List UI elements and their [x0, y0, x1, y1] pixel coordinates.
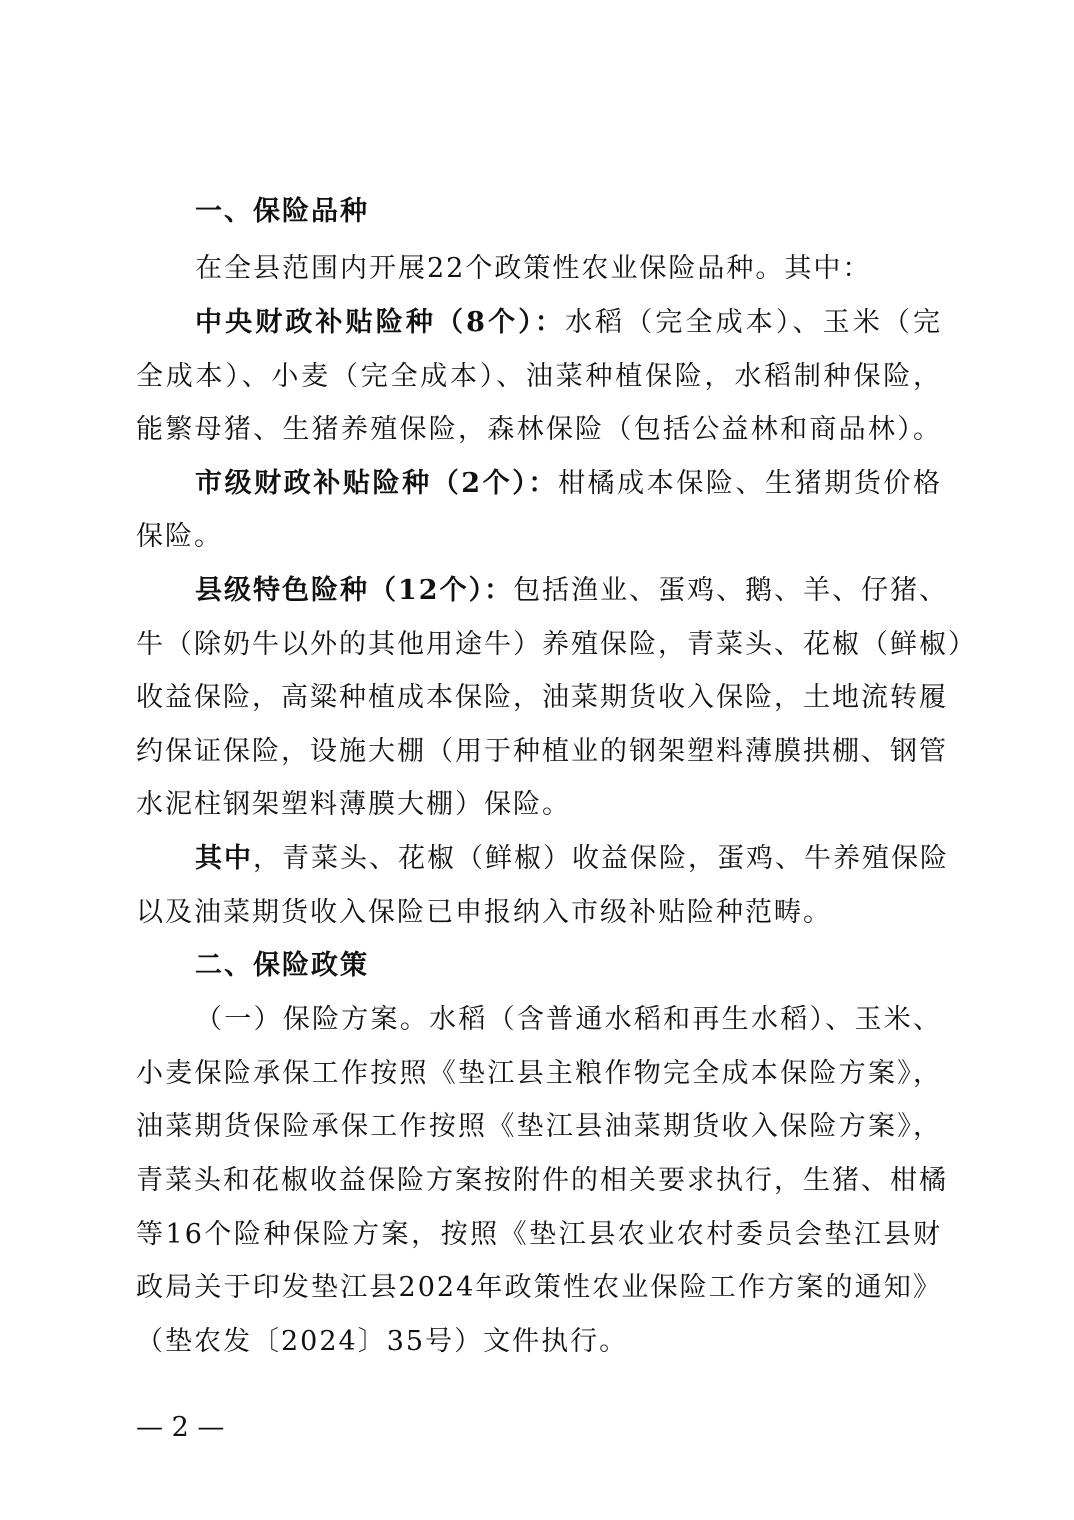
- intro-paragraph: 在全县范围内开展22个政策性农业保险品种。其中：: [195, 253, 872, 284]
- plan-line-1: （一）保险方案。水稻（含普通水稻和再生水稻）、玉米、: [195, 1004, 942, 1035]
- plan-line-6: 政局关于印发垫江县2024年政策性农业保险工作方案的通知》: [136, 1272, 942, 1303]
- county-feature-line-3: 收益保险，高粱种植成本保险，油菜期货收入保险，土地流转履: [136, 682, 948, 713]
- central-subsidy-label: 中央财政补贴险种（8个）：: [195, 307, 565, 338]
- section-heading-insurance-policy: 二、保险政策: [195, 950, 369, 981]
- plan-line-5: 等16个险种保险方案，按照《垫江县农业农村委员会垫江县财: [136, 1219, 942, 1250]
- plan-line-2: 小麦保险承保工作按照《垫江县主粮作物完全成本保险方案》，: [136, 1058, 942, 1089]
- note-line-2: 以及油菜期货收入保险已申报纳入市级补贴险种范畴。: [136, 897, 832, 928]
- plan-line-3: 油菜期货保险承保工作按照《垫江县油菜期货收入保险方案》，: [136, 1111, 942, 1142]
- municipal-subsidy-line-1: [195, 466, 942, 502]
- municipal-subsidy-text-1: 柑橘成本保险、生猪期货价格: [557, 468, 942, 499]
- central-subsidy-line-1: [195, 305, 942, 341]
- county-feature-line-2: 牛（除奶牛以外的其他用途牛）养殖保险，青菜头、花椒（鲜椒）: [136, 629, 977, 660]
- central-subsidy-text-1: 水稻（完全成本）、玉米（完: [564, 307, 942, 338]
- note-text-1: ，青菜头、花椒（鲜椒）收益保险，蛋鸡、牛养殖保险: [253, 843, 949, 874]
- central-subsidy-line-2: 全成本）、小麦（完全成本）、油菜种植保险，水稻制种保险，: [136, 361, 942, 392]
- county-feature-line-1: [195, 573, 949, 609]
- county-feature-text-1: 包括渔业、蛋鸡、鹅、羊、仔猪、: [513, 575, 949, 606]
- county-feature-label: 县级特色险种（12个）：: [195, 575, 514, 606]
- page-number: — 2 —: [136, 1412, 225, 1443]
- plan-line-4: 青菜头和花椒收益保险方案按附件的相关要求执行，生猪、柑橘: [136, 1165, 948, 1196]
- section-heading-insurance-types: 一、保险品种: [195, 196, 369, 227]
- county-feature-line-4: 约保证保险，设施大棚（用于种植业的钢架塑料薄膜拱棚、钢管: [136, 736, 948, 767]
- central-subsidy-line-3: 能繁母猪、生猪养殖保险，森林保险（包括公益林和商品林）。: [136, 414, 942, 445]
- county-feature-line-5: 水泥柱钢架塑料薄膜大棚）保险。: [136, 789, 571, 820]
- plan-line-7: （垫农发〔2024〕35号）文件执行。: [136, 1326, 629, 1357]
- note-label: 其中: [195, 843, 253, 874]
- note-line-1: [195, 841, 949, 877]
- municipal-subsidy-label: 市级财政补贴险种（2个）：: [195, 468, 558, 499]
- municipal-subsidy-line-2: 保险。: [136, 521, 223, 552]
